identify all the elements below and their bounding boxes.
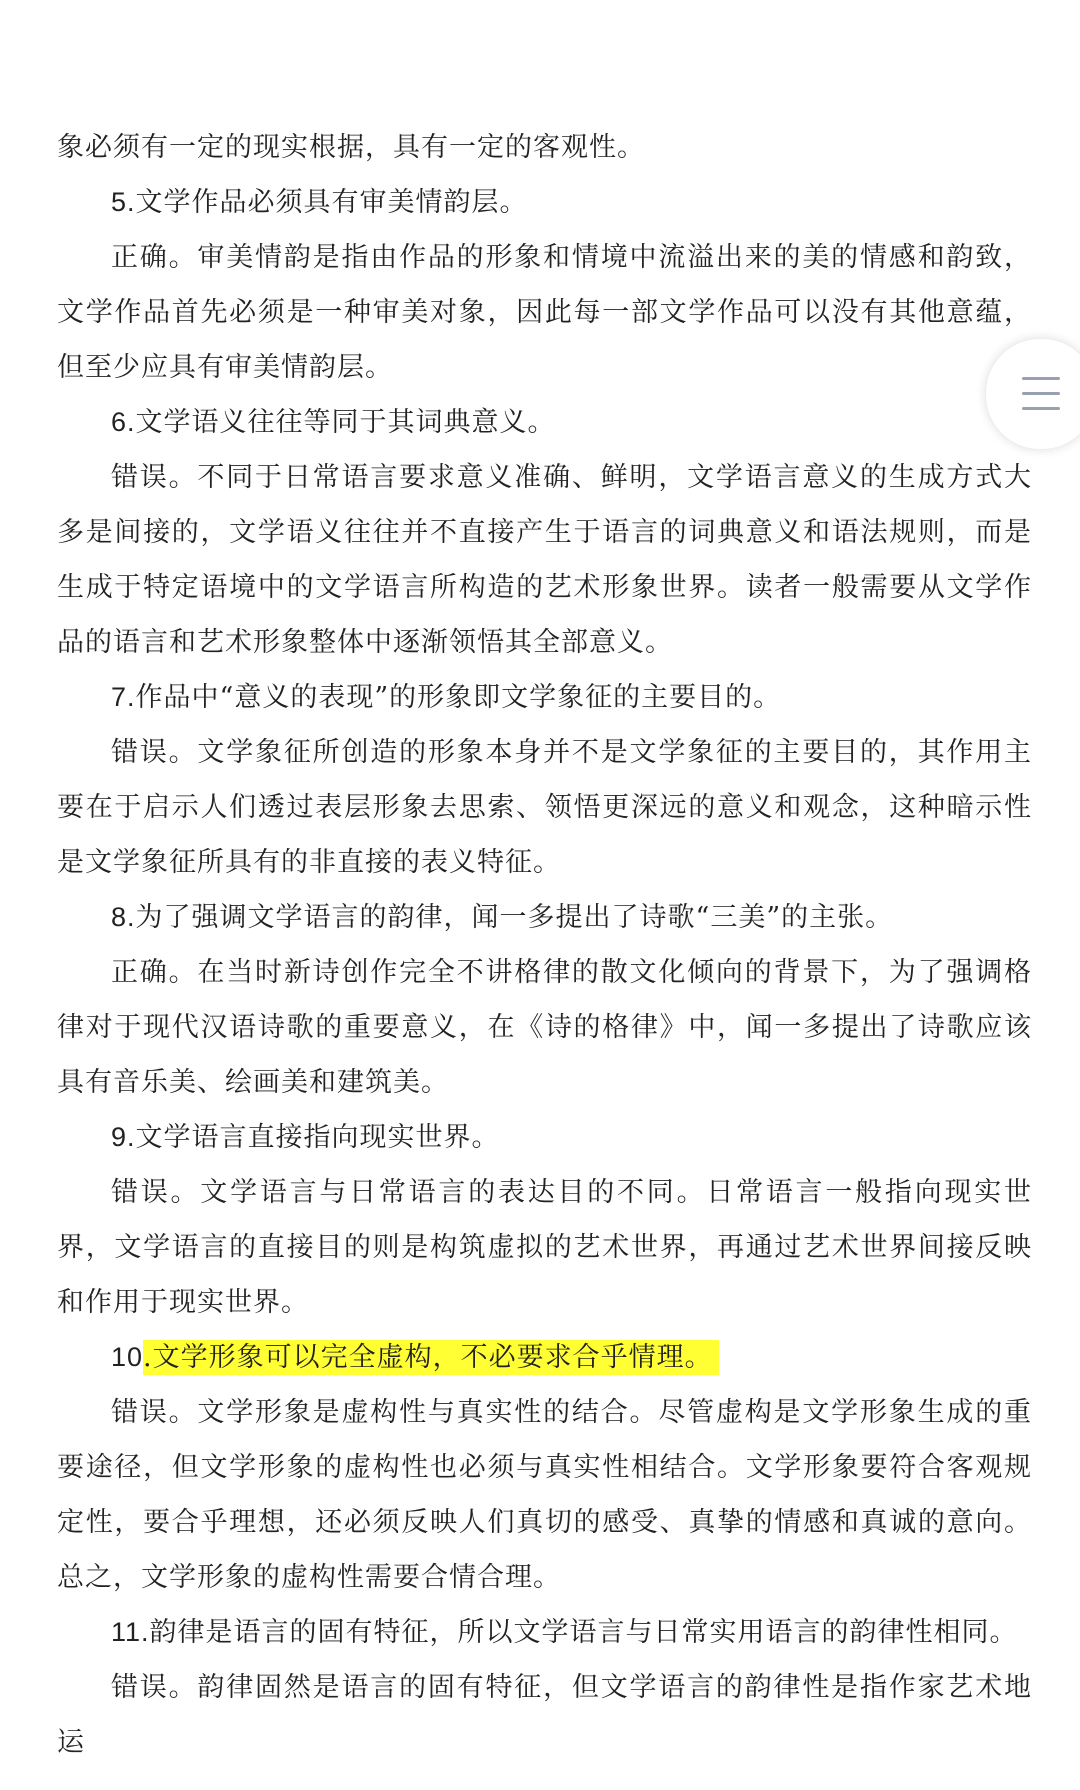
answer-5: [57, 230, 1032, 395]
menu-icon-line: [1022, 377, 1060, 380]
answer-11: [57, 1660, 1032, 1770]
answer-9: [57, 1165, 1032, 1330]
answer-7: [57, 725, 1032, 890]
answer-text: 错误。不同于日常语言要求意义准确、鲜明，文学语言意义的生成方式大多是间接的，文学语义往往并不直接产生于语言的词典意义和语法规则，而是生成于特定语境中的文学语言所构造的艺术形象世界。读者一般需要从文学作品的语言和艺术形象整体中逐渐领悟其全部意义。: [57, 462, 1032, 658]
document-body: [57, 120, 1032, 1770]
question-7: [57, 670, 1032, 725]
question-10: [57, 1330, 1032, 1385]
answer-text: 错误。文学形象是虚构性与真实性的结合。尽管虚构是文学形象生成的重要途径，但文学形象的虚构性也必须与真实性相结合。文学形象要符合客观规定性，要合乎理想，还必须反映人们真切的感受、真挚的情感和真诚的意向。总之，文学形象的虚构性需要合情合理。: [57, 1397, 1032, 1593]
answer-text: 错误。韵律固然是语言的固有特征，但文学语言的韵律性是指作家艺术地运: [57, 1672, 1032, 1758]
question-number: 11.: [111, 1617, 150, 1647]
question-text: 为了强调文学语言的韵律，闻一多提出了诗歌“三美”的主张。: [135, 902, 894, 933]
question-text: 文学语言直接指向现实世界。: [135, 1122, 500, 1153]
question-text: 文学语义往往等同于其词典意义。: [135, 407, 556, 438]
question-number: 10: [111, 1342, 144, 1372]
question-number: 6.: [111, 407, 136, 437]
question-8: [57, 890, 1032, 945]
question-9: [57, 1110, 1032, 1165]
paragraph-text: 象必须有一定的现实根据，具有一定的客观性。: [57, 132, 645, 163]
menu-icon-line: [1022, 392, 1060, 395]
question-number: 7.: [111, 682, 136, 712]
answer-text: 错误。文学语言与日常语言的表达目的不同。日常语言一般指向现实世界，文学语言的直接目的则是构筑虚拟的艺术世界，再通过艺术世界间接反映和作用于现实世界。: [57, 1177, 1032, 1318]
question-text: 作品中“意义的表现”的形象即文学象征的主要目的。: [135, 682, 782, 713]
question-number: 5.: [111, 187, 136, 217]
answer-text: 错误。文学象征所创造的形象本身并不是文学象征的主要目的，其作用主要在于启示人们透过表层形象去思索、领悟更深远的意义和观念，这种暗示性是文学象征所具有的非直接的表义特征。: [57, 737, 1032, 878]
menu-icon-line: [1022, 407, 1060, 410]
answer-text: 正确。在当时新诗创作完全不讲格律的散文化倾向的背景下，为了强调格律对于现代汉语诗歌的重要意义，在《诗的格律》中，闻一多提出了诗歌应该具有音乐美、绘画美和建筑美。: [57, 957, 1032, 1098]
question-5: [57, 175, 1032, 230]
answer-text: 正确。审美情韵是指由作品的形象和情境中流溢出来的美的情感和韵致，文学作品首先必须是一种审美对象，因此每一部文学作品可以没有其他意蕴，但至少应具有审美情韵层。: [57, 242, 1032, 383]
question-number: 8.: [111, 902, 136, 932]
question-text: 文学作品必须具有审美情韵层。: [135, 187, 528, 218]
question-text: 韵律是语言的固有特征，所以文学语言与日常实用语言的韵律性相同。: [149, 1617, 1018, 1648]
answer-8: [57, 945, 1032, 1110]
answer-10: [57, 1385, 1032, 1605]
question-number: 9.: [111, 1122, 136, 1152]
question-6: [57, 395, 1032, 450]
highlighted-question-text: .文学形象可以完全虚构，不必要求合乎情理。: [143, 1340, 719, 1375]
answer-6: [57, 450, 1032, 670]
question-11: [57, 1605, 1032, 1660]
paragraph-continuation: [57, 120, 1032, 175]
